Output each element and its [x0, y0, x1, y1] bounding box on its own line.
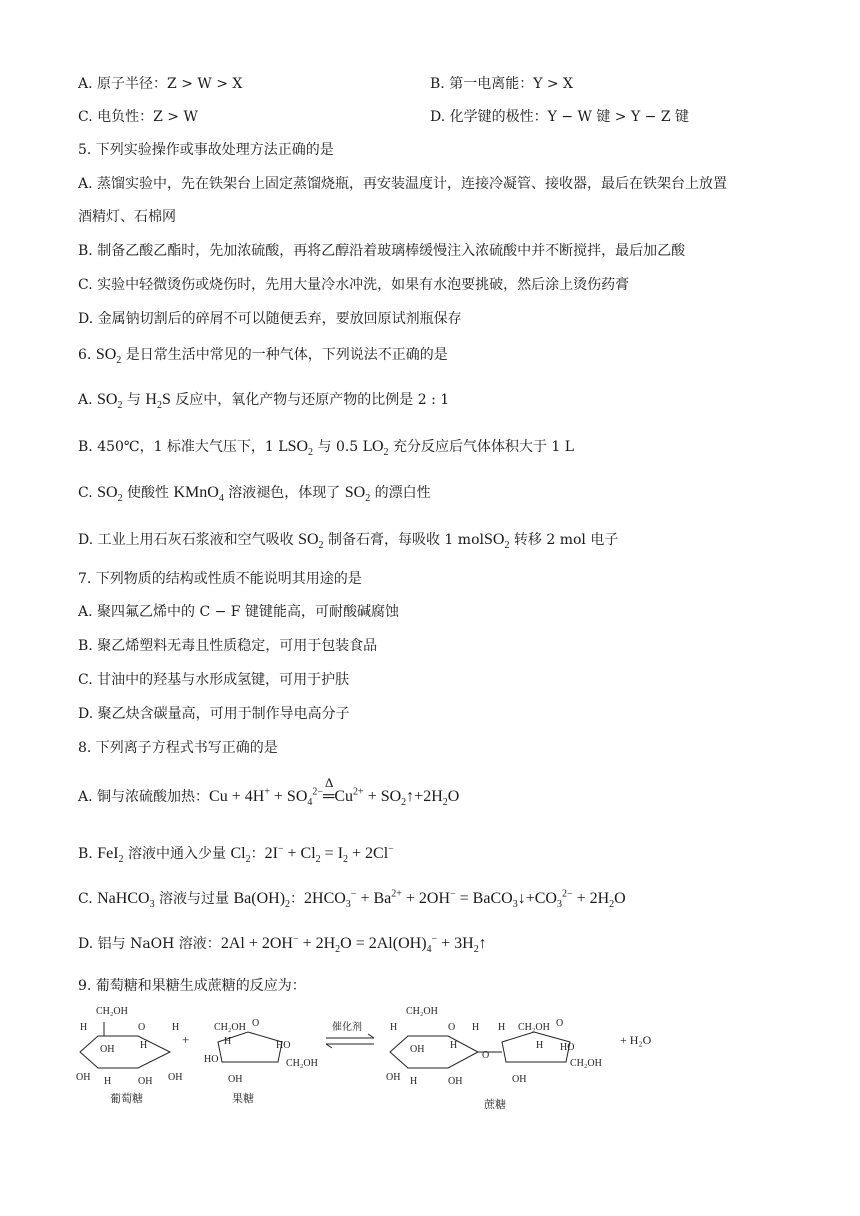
q5-option-a-line2: 酒精灯、石棉网	[78, 209, 176, 225]
svg-text:H: H	[140, 1040, 148, 1051]
svg-text:O: O	[138, 1022, 146, 1033]
q5-option-d: D. 金属钠切割后的碎屑不可以随便丢弃，要放回原试剂瓶保存	[78, 311, 462, 327]
svg-text:H: H	[390, 1022, 398, 1033]
svg-text:葡萄糖: 葡萄糖	[110, 1093, 143, 1105]
q6-option-c: C. $SO_2$ 使酸性 KMnO$_4$ 溶液褪色，体现了 $SO_2$ 的漂白性	[78, 484, 431, 505]
sucrose-reaction-diagram	[0, 996, 860, 1116]
q6-option-a: A. $SO_2$ 与 $H_2S$ 反应中，氧化产物与还原产物的比例是 2 : 1	[78, 391, 450, 412]
q7-option-d: D. 聚乙炔含碳量高，可用于制作导电高分子	[78, 706, 350, 722]
svg-text:HO: HO	[276, 1040, 291, 1051]
q4-option-d: D. 化学键的极性：Y − W 键 > Y − Z 键	[430, 109, 690, 125]
q8-option-c: C. NaHCO$_3$ 溶液与过量 $Ba(OH)_2$：$2HCO_3^- + Ba^{2+} + 2OH^-$ = $BaCO_3↓+CO_3^{2-} + 2H_2O$	[78, 888, 626, 911]
svg-text:O: O	[448, 1022, 456, 1033]
svg-text:蔗糖: 蔗糖	[484, 1099, 506, 1111]
svg-text:OH: OH	[386, 1072, 401, 1083]
svg-text:OH: OH	[410, 1044, 425, 1055]
svg-text:CH₂OH: CH₂OH	[570, 1058, 602, 1069]
svg-text:OH: OH	[228, 1074, 243, 1085]
svg-text:+ H₂O: + H₂O	[620, 1033, 652, 1047]
svg-text:O: O	[556, 1018, 564, 1029]
svg-text:H: H	[104, 1076, 112, 1087]
svg-text:CH₂OH: CH₂OH	[406, 1006, 438, 1017]
svg-text:+: +	[182, 1032, 190, 1047]
svg-text:O: O	[252, 1018, 260, 1029]
svg-text:OH: OH	[512, 1074, 527, 1085]
q4-option-c: C. 电负性：Z > W	[78, 109, 198, 125]
q4-option-b: B. 第一电离能：Y > X	[430, 76, 574, 92]
svg-text:CH₂OH: CH₂OH	[518, 1022, 550, 1033]
svg-text:OH: OH	[76, 1072, 91, 1083]
q5-option-b: B. 制备乙酸乙酯时，先加浓硫酸，再将乙醇沿着玻璃棒缓慢注入浓硫酸中并不断搅拌，最后加乙酸	[78, 243, 686, 259]
q8-stem: 8. 下列离子方程式书写正确的是	[78, 740, 278, 756]
q4-option-a: A. 原子半径：Z > W > X	[78, 76, 243, 92]
glucose-ring	[80, 1036, 170, 1068]
q7-option-c: C. 甘油中的羟基与水形成氢键，可用于护肤	[78, 672, 350, 688]
svg-text:H: H	[450, 1040, 458, 1051]
q5-option-c: C. 实验中轻微烫伤或烧伤时，先用大量冷水冲洗，如果有水泡要挑破，然后涂上烫伤药膏	[78, 277, 630, 293]
svg-text:OH: OH	[100, 1044, 115, 1055]
svg-text:OH: OH	[138, 1076, 153, 1087]
svg-text:H: H	[172, 1022, 180, 1033]
q6-option-d: D. 工业上用石灰石浆液和空气吸收 $SO_2$ 制备石膏，每吸收 1 molSO$_2$ 转移 2 mol 电子	[78, 531, 619, 552]
q7-option-b: B. 聚乙烯塑料无毒且性质稳定，可用于包装食品	[78, 638, 378, 654]
svg-text:CH₂OH: CH₂OH	[214, 1022, 246, 1033]
svg-text:果糖: 果糖	[232, 1093, 254, 1105]
q9-stem: 9. 葡萄糖和果糖生成蔗糖的反应为：	[78, 978, 306, 994]
svg-text:H: H	[498, 1022, 506, 1033]
q7-stem: 7. 下列物质的结构或性质不能说明其用途的是	[78, 571, 362, 587]
q8-option-d: D. 铝与 NaOH 溶液：$2Al + 2OH^- + 2H_2O = 2Al(OH)_4^-$ + $3H_2↑$	[78, 933, 487, 956]
svg-text:催化剂: 催化剂	[332, 1022, 362, 1033]
svg-text:HO: HO	[560, 1042, 575, 1053]
q5-stem: 5. 下列实验操作或事故处理方法正确的是	[78, 142, 334, 158]
svg-text:HO: HO	[204, 1054, 219, 1065]
svg-text:CH₂OH: CH₂OH	[286, 1058, 318, 1069]
svg-text:H: H	[472, 1022, 480, 1033]
q6-stem: 6. $SO_2$ 是日常生活中常见的一种气体，下列说法不正确的是	[78, 346, 448, 367]
q8-option-b: B. FeI$_2$ 溶液中通入少量 $Cl_2$：$2I^- + Cl_2 = I_2 + 2Cl^-$	[78, 843, 394, 866]
svg-text:H: H	[80, 1022, 88, 1033]
sucrose-glucose-ring	[390, 1036, 478, 1068]
svg-text:O: O	[482, 1050, 490, 1061]
svg-text:H: H	[536, 1040, 544, 1051]
q6-option-b: B. 450℃，1 标准大气压下，1 $LSO_2$ 与 0.5 $LO_2$ 充分反应后气体体积大于 1 L	[78, 438, 575, 459]
q5-option-a-line1: A. 蒸馏实验中，先在铁架台上固定蒸馏烧瓶，再安装温度计，连接冷凝管、接收器，最后在铁架台上放置	[78, 176, 728, 192]
q8-option-a: A. 铜与浓硫酸加热：$Cu + 4H^+ + SO_4^{2-}$ Δ $═Cu^{2+}$ + $SO_2↑+2H_2O$	[78, 775, 460, 809]
svg-text:H: H	[224, 1036, 232, 1047]
svg-text:H: H	[410, 1076, 418, 1087]
q7-option-a: A. 聚四氟乙烯中的 C − F 键键能高，可耐酸碱腐蚀	[78, 604, 399, 620]
svg-text:CH₂OH: CH₂OH	[96, 1006, 128, 1017]
svg-text:OH: OH	[448, 1076, 463, 1087]
svg-text:OH: OH	[168, 1072, 183, 1083]
